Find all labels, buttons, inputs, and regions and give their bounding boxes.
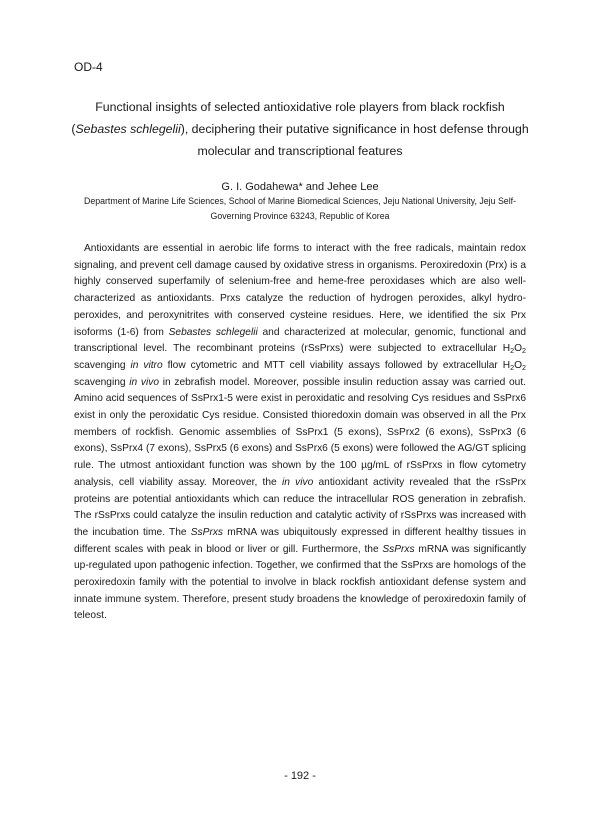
abstract-text: scavenging <box>74 359 131 371</box>
italic-gene-name: SsPrxs <box>382 543 415 555</box>
abstract-body <box>74 241 526 625</box>
paper-title <box>70 96 530 162</box>
abstract-text: O <box>514 343 523 355</box>
abstract-text: flow cytometric and MTT cell viability assays followed by extracellular H <box>162 359 511 371</box>
subscript: 2 <box>522 363 526 372</box>
title-part-2: ), deciphering their putative significance in host defense through molecular and transcriptional features <box>180 122 529 158</box>
abstract-text: O <box>514 359 523 371</box>
abstract-text: Antioxidants are essential in aerobic life forms to interact with the free radicals, maintain redox signaling, and prevent cell damage caused by oxidative stress in organisms. Peroxiredoxin (Prx) is a highly conserved superfamily of selenium-free and heme-free peroxidases which are also well-characterized as antioxidants. Prxs catalyze the reduction of hydrogen peroxides, alkyl hydro-peroxides, and peroxynitrites with conserved cysteine residues. Here, we identified the six Prx isoforms (1-6) from <box>74 243 526 338</box>
title-part-1: Functional insights of selected antioxidative role players from black rockfish ( <box>71 100 505 136</box>
abstract-text: mRNA was significantly up-regulated upon pathogenic infection. Together, we confirmed that the SsPrxs are homologs of the peroxiredoxin family with the potential to involve in black rockfish antioxidant defense system and innate immune system. Therefore, present study broadens the knowledge of peroxiredoxin family of teleost. <box>74 543 526 622</box>
subscript: 2 <box>510 347 515 355</box>
subscript: 2 <box>510 363 515 372</box>
italic-gene-name: SsPrxs <box>190 526 224 538</box>
subscript: 2 <box>522 347 526 355</box>
abstract-text: scavenging <box>74 376 130 388</box>
abstract-code: OD-4 <box>74 60 103 74</box>
abstract-text: antioxidant activity revealed that the rSsPrx proteins are potential antioxidants which can reduce the intracellular ROS generation in zebrafish. The rSsPrxs could catalyze the insulin reduction and catalytic activity of rSsPrxs was increased with the incubation time. The <box>74 476 526 538</box>
abstract-text: mRNA was ubiquitously expressed in different healthy tissues in different scales with peak in blood or liver or gill. Furthermore, the <box>74 526 526 555</box>
page-number: - 192 - <box>284 770 316 782</box>
species-name: Sebastes schlegelii <box>168 326 258 338</box>
italic-term: in vivo <box>129 376 160 388</box>
abstract-text: and characterized at molecular, genomic, functional and transcriptional level. The recombinant proteins (rSsPrxs) were subjected to extracellular H <box>74 326 527 355</box>
affiliation: Department of Marine Life Sciences, School of Marine Biomedical Sciences, Jeju National University, Jeju Self-Governing Province 63243, Republic of Korea <box>83 196 517 221</box>
author-list: G. I. Godahewa* and Jehee Lee <box>221 181 379 193</box>
abstract-paragraph <box>74 241 526 625</box>
italic-term: in vivo <box>281 476 314 488</box>
italic-term: in vitro <box>130 359 163 371</box>
title-species: Sebastes schlegelii <box>75 122 181 136</box>
abstract-text: in zebrafish model. Moreover, possible insulin reduction assay was carried out. Amino acid sequences of SsPrx1-5 were exist in peroxidatic and resolving Cys residues and SsPrx6 exist in only the peroxidatic Cys residue. Consisted thioredoxin domain was observed in all the Prx members of rockfish. Genomic assemblies of SsPrx1 (5 exons), SsPrx2 (6 exons), SsPrx3 (6 exons), SsPrx4 (7 exons), SsPrx5 (6 exons) and SsPrx6 (5 exons) were followed the AG/GT splicing rule. The utmost antioxidant function was shown by the 100 µg/mL of rSsPrxs in flow cytometry analysis, cell viability assay. Moreover, the <box>74 376 526 488</box>
